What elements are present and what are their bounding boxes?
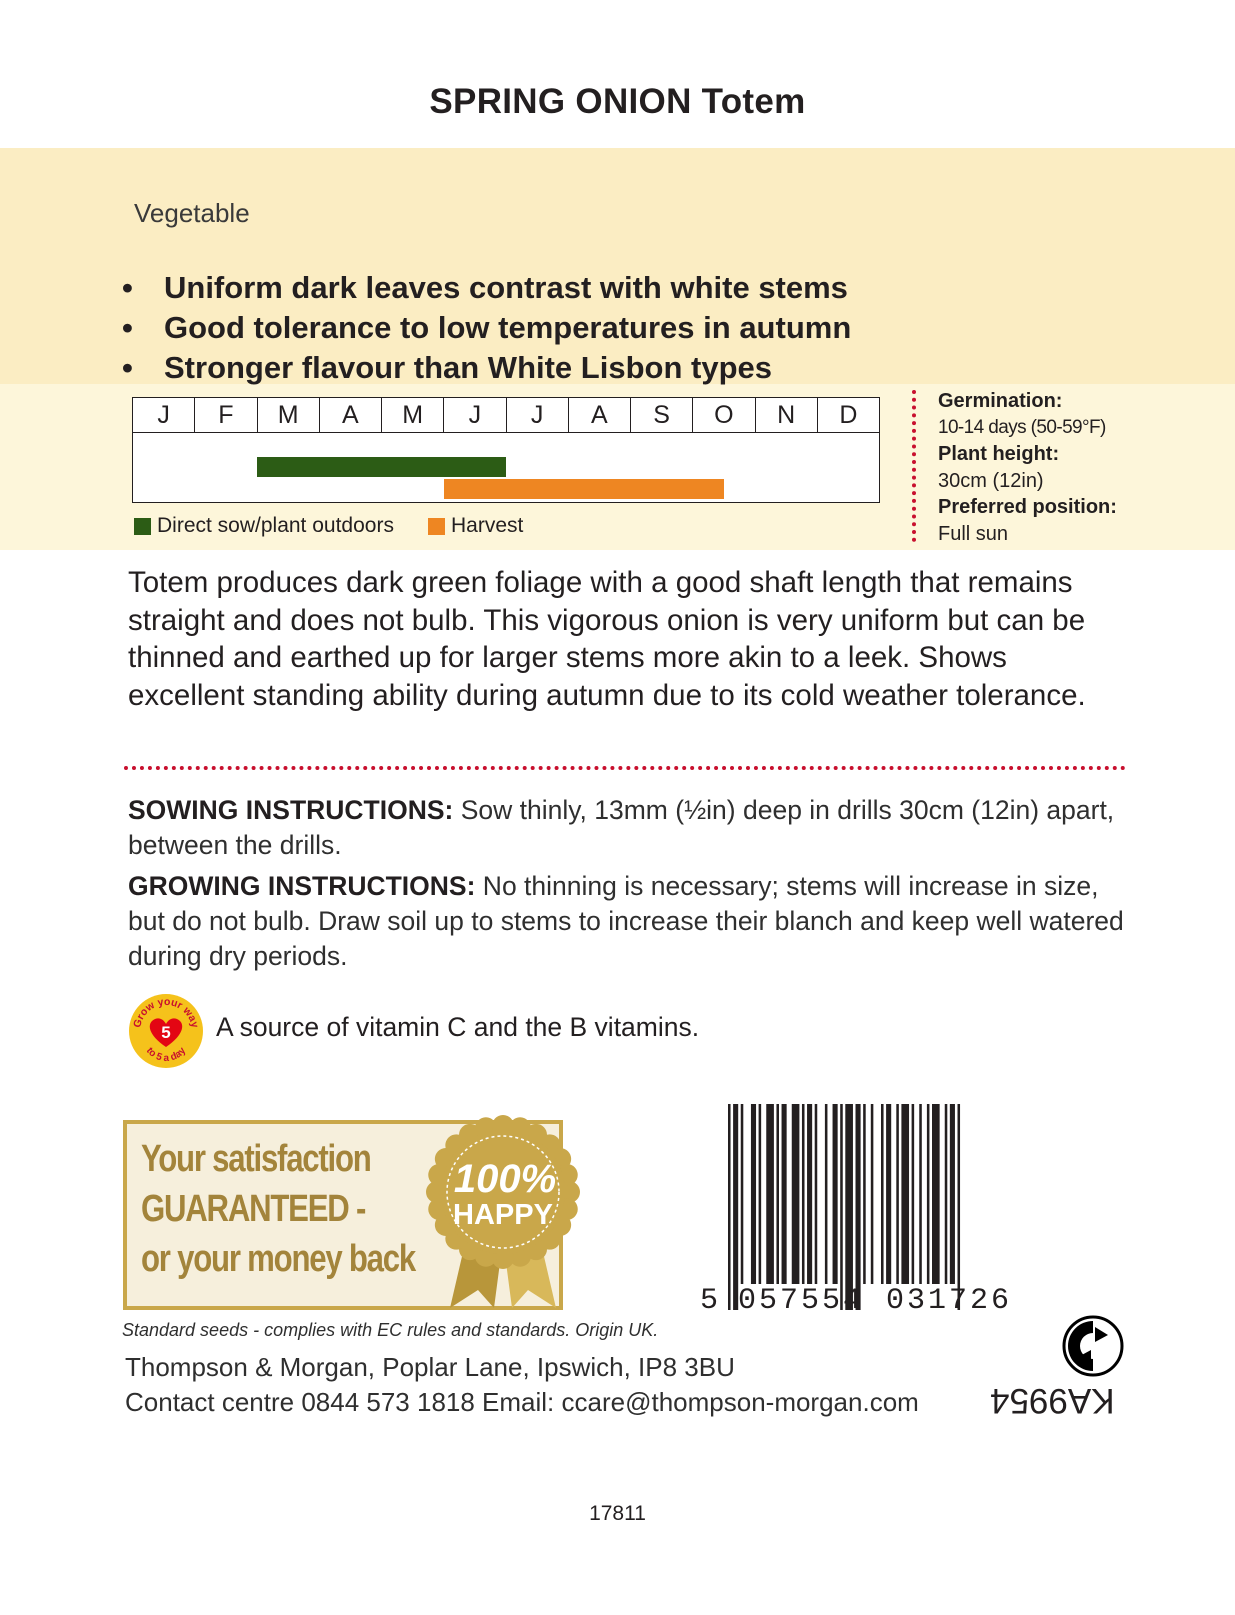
barcode-bar <box>825 1104 828 1284</box>
company-address <box>125 1350 919 1420</box>
barcode-first-digit: 5 <box>700 1284 719 1318</box>
month-jun: J <box>444 398 506 432</box>
guarantee-line-2: GUARANTEED - <box>141 1188 366 1230</box>
barcode-bar <box>807 1104 812 1284</box>
sow-period-bar <box>257 457 506 477</box>
barcode-bar <box>912 1104 915 1284</box>
bullet-icon: • <box>122 270 133 305</box>
barcode-bar <box>901 1104 909 1284</box>
product-title: SPRING ONION Totem <box>429 82 806 121</box>
feature-item <box>122 308 851 348</box>
barcode-bar <box>733 1104 738 1310</box>
green-dot-recycle-icon <box>1062 1315 1124 1377</box>
feature-text: Good tolerance to low temperatures in autumn <box>164 310 852 345</box>
barcode-bar <box>886 1104 891 1284</box>
barcode-bar <box>728 1104 731 1310</box>
barcode-bar <box>871 1104 874 1284</box>
barcode-bar <box>833 1104 838 1284</box>
feature-text: Uniform dark leaves contrast with white stems <box>164 270 848 305</box>
germination-label: Germination: <box>938 390 1063 412</box>
legend-harvest-label: Harvest <box>451 514 524 537</box>
barcode <box>700 1104 1034 1318</box>
barcode-bars <box>728 1104 960 1310</box>
address-line-2: Contact centre 0844 573 1818 Email: ccare@thompson-morgan.com <box>125 1387 919 1417</box>
bullet-icon: • <box>122 350 133 385</box>
feature-text: Stronger flavour than White Lisbon types <box>164 350 772 385</box>
barcode-bar <box>927 1104 930 1284</box>
barcode-bar <box>759 1104 762 1284</box>
month-dec: D <box>839 401 858 429</box>
seal-percent: 100% <box>453 1157 557 1201</box>
feature-item <box>122 348 851 388</box>
month-nov: N <box>756 398 818 432</box>
harvest-swatch <box>428 518 445 535</box>
product-description: Totem produces dark green foliage with a good shaft length that remains straight and does not bulb. This vigorous onion is very uniform but can be thinned and earthed up for larger stems more akin to a leek. Shows excellent standing ability during autumn due to its cold weather tolerance. <box>128 566 1086 712</box>
month-apr: A <box>320 398 382 432</box>
five-a-day-number: 5 <box>161 1023 171 1042</box>
growing-info <box>938 388 1117 547</box>
barcode-bar <box>782 1104 787 1284</box>
sow-swatch <box>134 518 151 535</box>
legend-sow <box>134 514 394 538</box>
month-feb: F <box>195 398 257 432</box>
position-label: Preferred position: <box>938 496 1117 518</box>
barcode-left-digits: 057554 <box>738 1284 865 1318</box>
standard-note: Standard seeds - complies with EC rules and standards. Origin UK. <box>122 1320 659 1340</box>
horizontal-divider <box>124 766 1126 770</box>
month-oct: O <box>693 398 755 432</box>
vertical-divider <box>912 390 916 542</box>
feature-list <box>122 268 851 388</box>
growing-label: GROWING INSTRUCTIONS: <box>128 871 476 901</box>
barcode-bar <box>845 1104 853 1310</box>
barcode-bar <box>881 1104 884 1284</box>
height-label: Plant height: <box>938 443 1060 465</box>
harvest-period-bar <box>444 479 724 499</box>
barcode-bar <box>919 1104 922 1284</box>
barcode-bar <box>751 1104 756 1284</box>
sowing-calendar <box>132 397 880 503</box>
five-a-day-logo <box>128 993 204 1069</box>
growing-text: No thinning is necessary; stems will increase in size, but do not bulb. Draw soil up to stems to increase their blanch and keep well watered during dry periods. <box>128 871 1124 971</box>
month-mar: M <box>258 398 320 432</box>
height-value: 30cm (12in) <box>938 469 1044 492</box>
guarantee-line-3: or your money back <box>141 1238 415 1280</box>
germination-value: 10-14 days (50-59°F) <box>938 416 1106 438</box>
barcode-bar <box>958 1104 961 1310</box>
guarantee-line-1: Your satisfaction <box>141 1138 371 1180</box>
bullet-icon: • <box>122 310 133 345</box>
calendar-months <box>133 398 879 433</box>
barcode-bar <box>766 1104 774 1284</box>
month-jan: J <box>133 398 195 432</box>
vitamin-note: A source of vitamin C and the B vitamins. <box>216 1012 700 1042</box>
happy-seal-icon <box>418 1112 588 1312</box>
month-sep: S <box>631 398 693 432</box>
barcode-bar <box>802 1104 805 1284</box>
sowing-instructions <box>128 793 1128 863</box>
barcode-bar <box>776 1104 779 1284</box>
product-code: KA9954 <box>990 1381 1115 1420</box>
seal-happy: HAPPY <box>453 1199 553 1231</box>
barcode-bar <box>741 1104 744 1284</box>
five-a-day-bottom-text: to 5 a day <box>143 1045 189 1065</box>
legend-harvest <box>428 514 523 538</box>
barcode-bar <box>932 1104 940 1284</box>
barcode-bar <box>950 1104 955 1284</box>
barcode-bar <box>896 1104 899 1284</box>
sowing-label: SOWING INSTRUCTIONS: <box>128 795 454 825</box>
position-value: Full sun <box>938 522 1009 545</box>
growing-instructions <box>128 869 1128 974</box>
category-label: Vegetable <box>134 198 250 228</box>
month-may: M <box>382 398 444 432</box>
barcode-right-digits: 031726 <box>886 1284 1013 1318</box>
month-aug: A <box>569 398 631 432</box>
address-line-1: Thompson & Morgan, Poplar Lane, Ipswich, IP8 3BU <box>125 1352 735 1382</box>
sowing-text: Sow thinly, 13mm (½in) deep in drills 30cm (12in) apart, between the drills. <box>128 795 1115 860</box>
barcode-bar <box>815 1104 818 1284</box>
barcode-bar <box>945 1104 948 1284</box>
footer-number: 17811 <box>589 1502 646 1525</box>
barcode-bar <box>856 1104 861 1310</box>
five-a-day-top-text: Grow your way <box>131 995 201 1029</box>
month-jul: J <box>507 398 569 432</box>
barcode-bar <box>863 1104 866 1284</box>
barcode-bar <box>840 1104 843 1310</box>
legend-sow-label: Direct sow/plant outdoors <box>157 514 394 537</box>
feature-item <box>122 268 851 308</box>
barcode-bar <box>792 1104 800 1284</box>
